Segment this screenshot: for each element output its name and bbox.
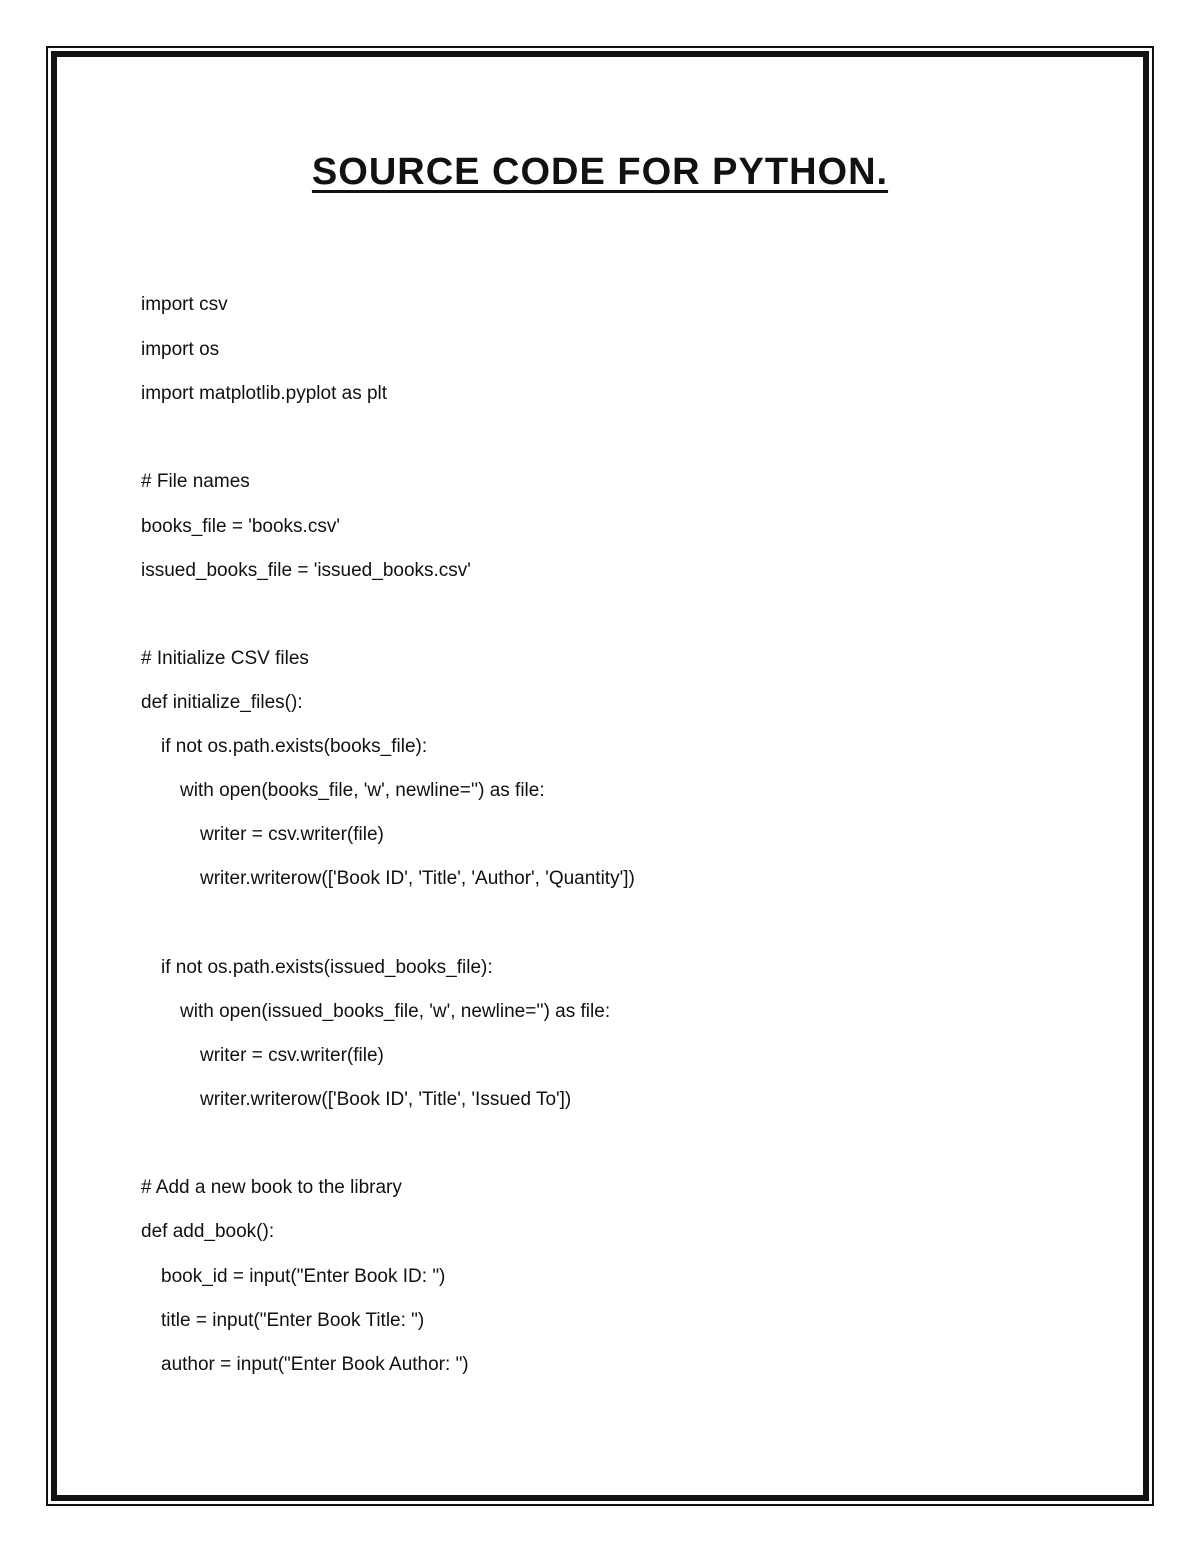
code-line: writer = csv.writer(file) xyxy=(200,824,384,845)
code-line: def add_book(): xyxy=(141,1221,275,1242)
code-line: def initialize_files(): xyxy=(141,692,303,713)
code-line: writer.writerow(['Book ID', 'Title', 'Author', 'Quantity']) xyxy=(200,868,635,889)
code-line: writer.writerow(['Book ID', 'Title', 'Issued To']) xyxy=(200,1089,572,1110)
code-line: with open(books_file, 'w', newline='') as file: xyxy=(180,780,545,801)
page-title xyxy=(0,148,1200,196)
code-line: import csv xyxy=(141,294,228,315)
code-line: issued_books_file = 'issued_books.csv' xyxy=(141,560,471,581)
code-line: title = input("Enter Book Title: ") xyxy=(161,1310,425,1331)
code-line: with open(issued_books_file, 'w', newline='') as file: xyxy=(180,1001,611,1022)
code-line: if not os.path.exists(issued_books_file): xyxy=(161,957,493,978)
code-line: books_file = 'books.csv' xyxy=(141,516,340,537)
code-line: writer = csv.writer(file) xyxy=(200,1045,384,1066)
code-line: import os xyxy=(141,339,220,360)
code-comment: # Initialize CSV files xyxy=(141,648,309,669)
code-comment: # Add a new book to the library xyxy=(141,1177,402,1198)
code-comment: # File names xyxy=(141,471,250,492)
code-line: book_id = input("Enter Book ID: ") xyxy=(161,1266,446,1287)
code-line: author = input("Enter Book Author: ") xyxy=(161,1354,469,1375)
code-line: import matplotlib.pyplot as plt xyxy=(141,383,388,404)
code-line: if not os.path.exists(books_file): xyxy=(161,736,428,757)
page-title-text: SOURCE CODE FOR PYTHON. xyxy=(311,151,889,193)
